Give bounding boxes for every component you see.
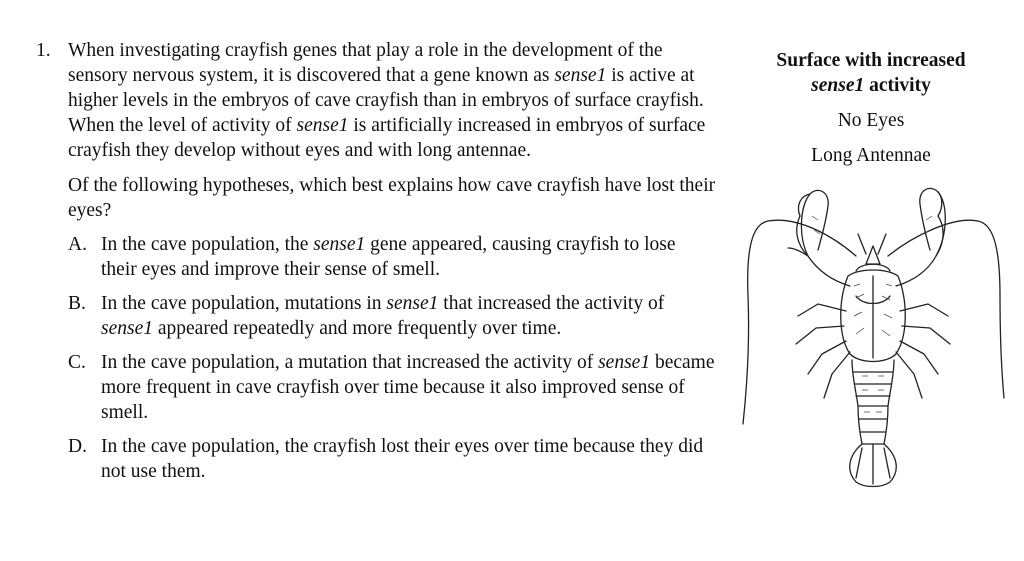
choice-d[interactable]	[68, 434, 716, 484]
stem-text-2: is active at higher levels in the embryos of cave crayfish than in embryos of surface crayfish. When the level of activity of	[68, 65, 704, 136]
gene-name: sense1	[598, 352, 651, 373]
gene-name: sense1	[296, 115, 349, 136]
crayfish-illustration-icon	[738, 176, 1008, 496]
choice-text	[101, 232, 716, 282]
stem-text-1: When investigating crayfish genes that play a role in the development of the sensory nervous system, it is discovered that a gene known as	[68, 40, 663, 86]
choice-text-part: became more frequent in cave crayfish over time because it also improved sense of smell.	[101, 352, 715, 423]
gene-name: sense1	[101, 318, 153, 339]
gene-name: sense1	[386, 293, 439, 314]
choice-text-part: that increased the activity of	[438, 293, 665, 314]
choice-letter: C.	[68, 352, 86, 373]
choice-letter: A.	[68, 234, 87, 255]
answer-choices	[68, 232, 716, 484]
choice-c[interactable]	[68, 350, 716, 425]
choice-text-part: appeared repeatedly and more frequently over time.	[153, 318, 562, 339]
gene-name: sense1	[811, 75, 865, 96]
figure-title-line1: Surface with increased	[776, 50, 966, 71]
choice-text: In the cave population, the crayfish lost their eyes over time because they did not use them.	[101, 436, 704, 482]
question-stem	[68, 38, 716, 163]
trait-no-eyes: No Eyes	[837, 110, 905, 131]
choice-text	[101, 350, 716, 425]
choice-text	[101, 291, 716, 341]
figure-title	[738, 48, 1004, 98]
stem-text-3: is artificially increased in embryos of surface crayfish they develop without eyes and with long antennae.	[68, 115, 706, 161]
choice-text-part: In the cave population, a mutation that increased the activity of	[101, 352, 599, 373]
choice-text-part: In the cave population, mutations in	[101, 293, 387, 314]
figure-title-rest: activity	[864, 75, 931, 96]
figure-caption	[738, 48, 1004, 168]
trait-long-antennae: Long Antennae	[811, 145, 931, 166]
question-number: 1.	[36, 40, 51, 61]
question-body	[68, 38, 716, 493]
figure-title-line2	[738, 73, 1004, 98]
choice-letter: D.	[68, 436, 87, 457]
choice-text-part: In the cave population, the	[101, 234, 314, 255]
choice-text-part: gene appeared, causing crayfish to lose their eyes and improve their sense of smell.	[101, 234, 676, 280]
choice-b[interactable]	[68, 291, 716, 341]
question-prompt: Of the following hypotheses, which best explains how cave crayfish have lost their eyes?	[68, 175, 716, 221]
question-block	[36, 38, 716, 493]
choice-a[interactable]	[68, 232, 716, 282]
choice-letter: B.	[68, 293, 86, 314]
gene-name: sense1	[313, 234, 366, 255]
gene-name: sense1	[554, 65, 607, 86]
question-row	[36, 38, 716, 493]
